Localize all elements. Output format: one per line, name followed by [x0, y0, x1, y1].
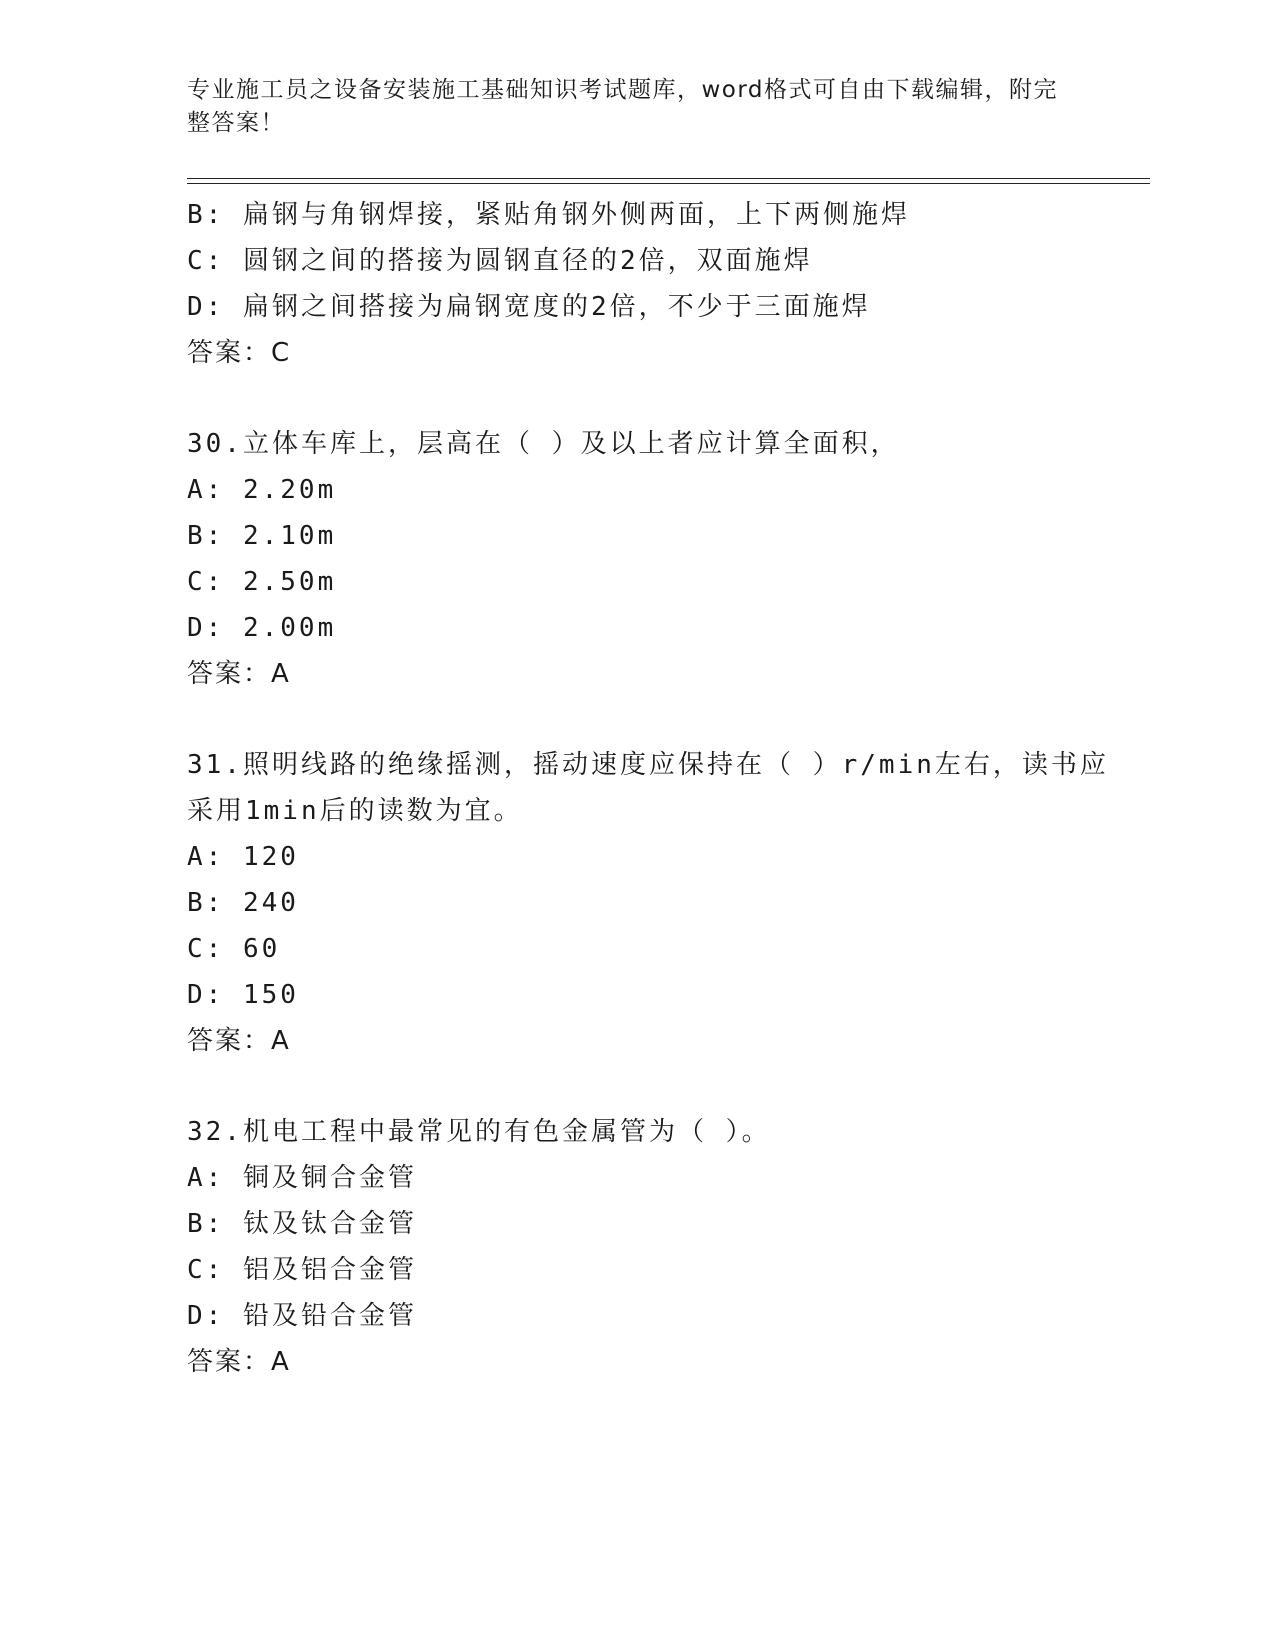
question-stem: 30.立体车库上，层高在（ ）及以上者应计算全面积， [187, 429, 900, 459]
option-d: D: 150 [187, 980, 299, 1010]
answer: 答案：C [187, 338, 292, 368]
option-b: B: 扁钢与角钢焊接，紧贴角钢外侧两面，上下两侧施焊 [187, 200, 910, 230]
question-32 [187, 1109, 1147, 1385]
question-stem-line-2: 采用1min后的读数为宜。 [187, 796, 523, 826]
option-c: C: 2.50m [187, 567, 337, 597]
option-b: B: 2.10m [187, 521, 337, 551]
question-stem-line-1: 31.照明线路的绝缘摇测，摇动速度应保持在（ ）r/min左右，读书应 [187, 750, 1109, 780]
question-list [187, 192, 1147, 1385]
answer: 答案：A [187, 659, 291, 689]
document-header: 专业施工员之设备安装施工基础知识考试题库，word格式可自由下载编辑，附完整答案！ [187, 77, 1059, 136]
option-c: C: 铝及铝合金管 [187, 1255, 417, 1285]
header-divider-top [187, 178, 1150, 179]
question-29-continued [187, 192, 1147, 376]
answer: 答案：A [187, 1026, 291, 1056]
option-b: B: 240 [187, 888, 299, 918]
option-a: A: 铜及铜合金管 [187, 1163, 417, 1193]
option-d: D: 扁钢之间搭接为扁钢宽度的2倍，不少于三面施焊 [187, 292, 871, 322]
option-d: D: 2.00m [187, 613, 337, 643]
option-b: B: 钛及钛合金管 [187, 1209, 417, 1239]
option-d: D: 铅及铅合金管 [187, 1301, 417, 1331]
question-30 [187, 421, 1147, 697]
header-divider-bottom [187, 183, 1150, 184]
answer: 答案：A [187, 1347, 291, 1377]
question-stem: 32.机电工程中最常见的有色金属管为（ ）。 [187, 1117, 771, 1147]
option-c: C: 60 [187, 934, 281, 964]
option-a: A: 120 [187, 842, 299, 872]
option-c: C: 圆钢之间的搭接为圆钢直径的2倍，双面施焊 [187, 246, 813, 276]
option-a: A: 2.20m [187, 475, 337, 505]
question-31 [187, 742, 1147, 1064]
